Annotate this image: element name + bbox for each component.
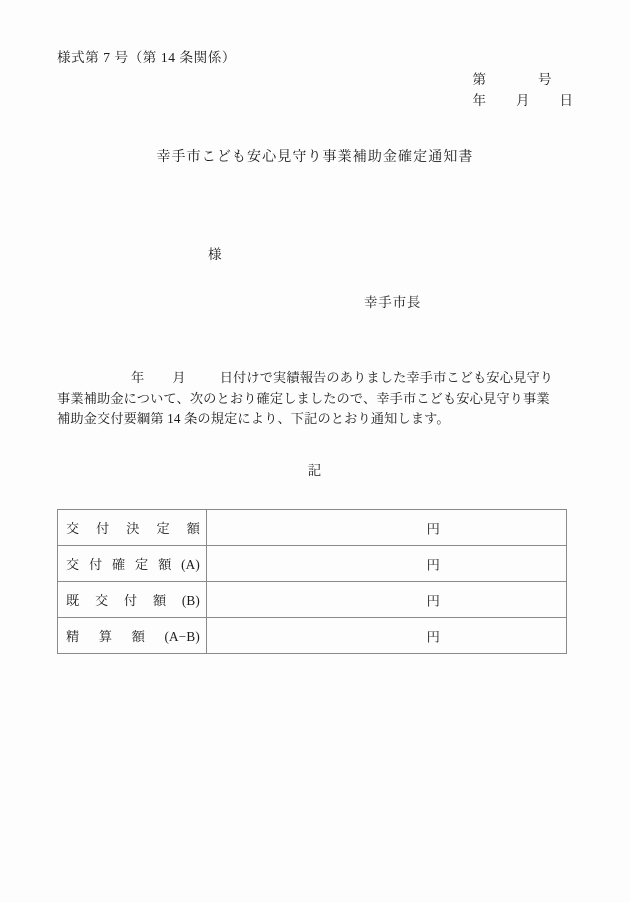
body-paragraph: [57, 368, 573, 430]
document-number-suffix: 号: [538, 72, 552, 87]
document-number-prefix: 第: [472, 72, 486, 87]
amount-value-cell[interactable]: [207, 546, 567, 582]
amount-value-cell[interactable]: [207, 582, 567, 618]
form-number: 様式第 7 号（第 14 条関係）: [57, 50, 236, 65]
body-line-3: 補助金交付要綱第 14 条の規定により、下記のとおり通知します。: [57, 411, 450, 426]
document-meta-block: [473, 69, 574, 111]
issuer-name: 幸手市長: [364, 295, 422, 310]
body-line-1: [57, 368, 573, 389]
date-year-label: 年: [472, 93, 486, 108]
body-month-label: 月: [172, 370, 186, 385]
document-number-line: [473, 69, 574, 90]
currency-unit: 円: [426, 629, 440, 644]
amount-value-cell[interactable]: [207, 510, 567, 546]
amount-label: 既交付額(B): [66, 593, 200, 608]
table-row: [58, 510, 567, 546]
addressee-suffix: 様: [208, 247, 222, 262]
amount-label-cell: [58, 582, 207, 618]
amount-label: 交付決定額: [66, 521, 200, 536]
document-date-line: [473, 90, 574, 111]
table-row: [58, 546, 567, 582]
page-title: 幸手市こども安心見守り事業補助金確定通知書: [156, 150, 474, 165]
amounts-table-body: [58, 510, 567, 654]
kiji-marker: 記: [307, 463, 323, 478]
amount-value-cell[interactable]: [207, 618, 567, 654]
table-row: [58, 618, 567, 654]
currency-unit: 円: [426, 557, 440, 572]
amount-label-cell: [58, 618, 207, 654]
body-line-1-rest: 日付けで実績報告のありました幸手市こども安心見守り: [219, 370, 554, 385]
body-line-2: 事業補助金について、次のとおり確定しましたので、幸手市こども安心見守り事業: [57, 390, 550, 406]
currency-unit: 円: [426, 521, 440, 536]
table-row: [58, 582, 567, 618]
date-month-label: 月: [516, 93, 530, 108]
amount-label: 精算額(A−B): [66, 629, 200, 644]
amounts-table: [57, 509, 567, 654]
date-day-label: 日: [559, 93, 573, 108]
amount-label: 交付確定額(A): [66, 557, 200, 572]
currency-unit: 円: [426, 593, 440, 608]
amount-label-cell: [58, 546, 207, 582]
body-year-label: 年: [131, 370, 145, 385]
amount-label-cell: [58, 510, 207, 546]
